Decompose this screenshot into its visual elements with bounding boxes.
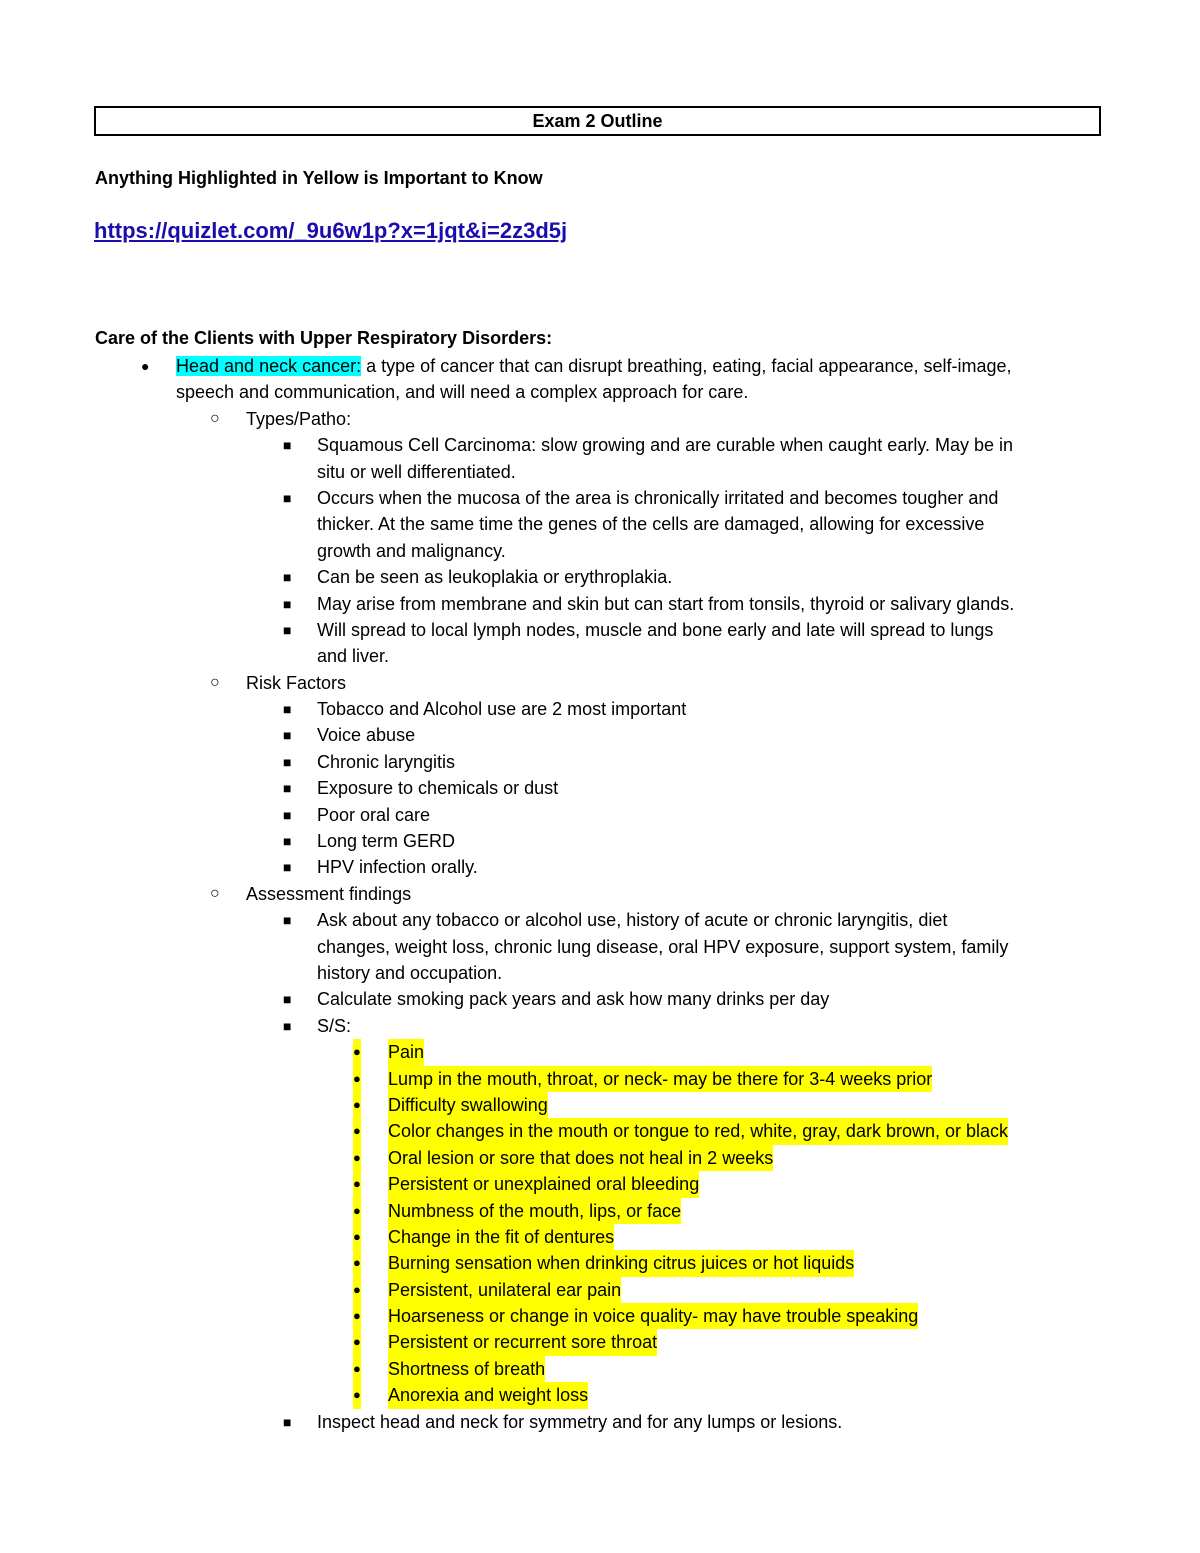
list-item: ■ HPV infection orally. (0, 854, 1200, 880)
list-item: ■ Squamous Cell Carcinoma: slow growing and are curable when caught early. May be in (0, 432, 1200, 458)
bullet-square-icon: ■ (283, 833, 292, 850)
list-item-continuation: situ or well differentiated. (317, 461, 516, 482)
list-item-continuation: thicker. At the same time the genes of the cells are damaged, allowing for excessive (317, 514, 985, 535)
list-item: ■ Exposure to chemicals or dust (0, 775, 1200, 801)
list-item-continuation: speech and communication, and will need a complex approach for care. (176, 382, 749, 403)
bullet-circle-icon: ○ (210, 884, 220, 902)
bullet-dot-icon: ● (353, 1277, 361, 1303)
bullet-square-icon: ■ (283, 489, 292, 506)
list-item-highlighted: ● Color changes in the mouth or tongue to red, white, gray, dark brown, or black (0, 1118, 1200, 1144)
list-item: ■ Inspect head and neck for symmetry and for any lumps or lesions. (0, 1409, 1200, 1435)
list-item-highlighted: ● Pain (0, 1039, 1200, 1065)
highlight-note: Anything Highlighted in Yellow is Important to Know (95, 168, 543, 188)
list-item-continuation: and liver. (317, 646, 390, 667)
list-item-types: ○ Types/Patho: (0, 406, 1200, 432)
list-item-highlighted: ● Oral lesion or sore that does not heal in 2 weeks (0, 1145, 1200, 1171)
list-item: ■ Chronic laryngitis (0, 749, 1200, 775)
section-heading: Care of the Clients with Upper Respiratory Disorders: (95, 328, 553, 348)
bullet-dot-icon: ● (353, 1039, 361, 1065)
list-item: ■ Poor oral care (0, 802, 1200, 828)
bullet-square-icon: ■ (283, 595, 292, 612)
list-item-assessment: ○ Assessment findings (0, 881, 1200, 907)
bullet-square-icon: ■ (283, 753, 292, 770)
list-item-highlighted: ● Anorexia and weight loss (0, 1382, 1200, 1408)
bullet-square-icon: ■ (283, 991, 292, 1008)
list-item: ■ Will spread to local lymph nodes, muscle and bone early and late will spread to lungs (0, 617, 1200, 643)
list-item: ■ Occurs when the mucosa of the area is chronically irritated and becomes tougher and (0, 485, 1200, 511)
list-item: ■ Can be seen as leukoplakia or erythroplakia. (0, 564, 1200, 590)
list-item-highlighted: ● Numbness of the mouth, lips, or face (0, 1198, 1200, 1224)
bullet-square-icon: ■ (283, 1413, 292, 1430)
bullet-circle-icon: ○ (210, 673, 220, 691)
term-head-neck-cancer: Head and neck cancer: (176, 356, 362, 376)
quizlet-link[interactable]: https://quizlet.com/_9u6w1p?x=1jqt&i=2z3d5j (94, 218, 568, 243)
list-item-continuation: history and occupation. (317, 962, 503, 983)
list-item: ■ Voice abuse (0, 722, 1200, 748)
bullet-dot-icon: ● (353, 1356, 361, 1382)
bullet-square-icon: ■ (283, 569, 292, 586)
list-item-highlighted: ● Shortness of breath (0, 1356, 1200, 1382)
bullet-circle-icon: ○ (210, 409, 220, 427)
page-title: Exam 2 Outline (94, 106, 1101, 136)
list-item-highlighted: ● Change in the fit of dentures (0, 1224, 1200, 1250)
bullet-dot-icon: ● (353, 1382, 361, 1408)
bullet-square-icon: ■ (283, 780, 292, 797)
outline-list (0, 353, 1200, 1435)
bullet-square-icon: ■ (283, 912, 292, 929)
bullet-dot-icon: ● (353, 1224, 361, 1250)
list-item-highlighted: ● Lump in the mouth, throat, or neck- may be there for 3-4 weeks prior (0, 1066, 1200, 1092)
list-item: ■ May arise from membrane and skin but can start from tonsils, thyroid or salivary glands. (0, 591, 1200, 617)
bullet-dot-icon: ● (353, 1145, 361, 1171)
bullet-square-icon: ■ (283, 437, 292, 454)
list-item-head-neck (0, 353, 1200, 379)
list-item-continuation: growth and malignancy. (317, 540, 506, 561)
list-item-highlighted: ● Hoarseness or change in voice quality- may have trouble speaking (0, 1303, 1200, 1329)
bullet-dot-icon: ● (353, 1329, 361, 1355)
list-item: ■ Calculate smoking pack years and ask how many drinks per day (0, 986, 1200, 1012)
list-item: ■ Tobacco and Alcohol use are 2 most important (0, 696, 1200, 722)
bullet-dot-icon: ● (353, 1250, 361, 1276)
bullet-dot-icon: ● (353, 1303, 361, 1329)
list-item-highlighted: ● Persistent, unilateral ear pain (0, 1277, 1200, 1303)
bullet-dot-icon: ● (353, 1092, 361, 1118)
bullet-dot-icon: ● (141, 358, 150, 374)
list-item: ■ Ask about any tobacco or alcohol use, history of acute or chronic laryngitis, diet (0, 907, 1200, 933)
bullet-square-icon: ■ (283, 701, 292, 718)
list-item: ■ Long term GERD (0, 828, 1200, 854)
bullet-square-icon: ■ (283, 621, 292, 638)
bullet-dot-icon: ● (353, 1171, 361, 1197)
bullet-dot-icon: ● (353, 1066, 361, 1092)
bullet-square-icon: ■ (283, 859, 292, 876)
list-item-highlighted: ● Persistent or recurrent sore throat (0, 1329, 1200, 1355)
bullet-dot-icon: ● (353, 1198, 361, 1224)
list-item-signs-symptoms: ■ S/S: (0, 1013, 1200, 1039)
bullet-square-icon: ■ (283, 727, 292, 744)
bullet-dot-icon: ● (353, 1118, 361, 1144)
list-item-highlighted: ● Difficulty swallowing (0, 1092, 1200, 1118)
list-item-highlighted: ● Persistent or unexplained oral bleeding (0, 1171, 1200, 1197)
list-item-continuation: changes, weight loss, chronic lung disease, oral HPV exposure, support system, family (317, 936, 1009, 957)
definition-text: a type of cancer that can disrupt breathing, eating, facial appearance, self-image, (366, 356, 1012, 376)
list-item-risk-factors: ○ Risk Factors (0, 670, 1200, 696)
bullet-square-icon: ■ (283, 1017, 292, 1034)
list-item-highlighted: ● Burning sensation when drinking citrus juices or hot liquids (0, 1250, 1200, 1276)
bullet-square-icon: ■ (283, 806, 292, 823)
